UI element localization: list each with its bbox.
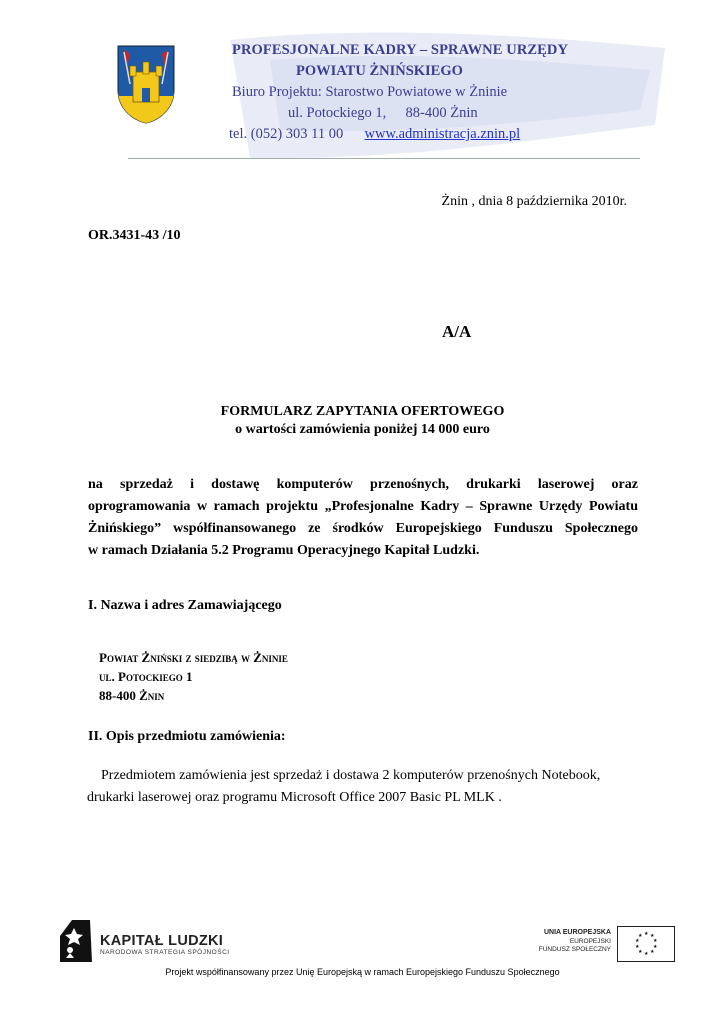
cofinance-statement: Projekt współfinansowany przez Unię Europejską w ramach Europejskiego Funduszu Społecznego [165,967,560,977]
header-office: Biuro Projektu: Starostwo Powiatowe w Żninie [232,84,508,100]
eu-line-1: UNIA EUROPEJSKA [543,929,611,936]
header-address-city: 88-400 Żnin [405,105,478,121]
eu-line-2: EUROPEJSKI [569,938,611,945]
svg-text:★: ★ [644,951,649,957]
form-subtitle: o wartości zamówienia poniżej 14 000 euro [235,422,490,437]
header-contact [229,126,520,143]
header-title-line2: POWIATU ŻNIŃSKIEGO [296,63,463,79]
intro-line-2: oprogramowania w ramach projektu „Profesjonalne Kadry – Sprawne Urzędy Powiatu [88,499,638,514]
svg-text:★: ★ [650,949,655,955]
header-title-line1: PROFESJONALNE KADRY – SPRAWNE URZĘDY [232,42,569,58]
kapital-ludzki-logo-icon [56,918,96,964]
eu-flag-icon [617,926,675,962]
svg-text:★: ★ [653,944,658,950]
eu-stars-icon [618,927,674,961]
intro-paragraph [88,474,638,562]
svg-text:★: ★ [635,944,640,950]
svg-text:★: ★ [635,938,640,944]
svg-text:★: ★ [653,938,658,944]
description-line-2: drukarki laserowej oraz programu Microsoft Office 2007 Basic PL MLK . [87,790,502,805]
eu-line-3: FUNDUSZ SPOŁECZNY [538,946,611,953]
copy-mark: A/A [442,322,472,341]
order-description [87,765,661,809]
intro-line-4: w ramach Działania 5.2 Programu Operacyjnego Kapitał Ludzki. [88,543,480,558]
form-title: FORMULARZ ZAPYTANIA OFERTOWEGO [220,404,505,419]
address-line-3: 88-400 Żnin [99,688,165,703]
address-line-1: Powiat Żniński z siedzibą w Żninie [99,650,288,665]
document-reference: OR.3431-43 /10 [88,228,181,243]
address-line-2: ul. Potockiego 1 [99,669,193,684]
header-divider [128,158,640,159]
document-date: Żnin , dnia 8 października 2010r. [441,194,627,209]
intro-line-1: na sprzedaż i dostawę komputerów przenośnych, drukarki laserowej oraz [88,477,638,492]
kapital-ludzki-title: KAPITAŁ LUDZKI [100,933,224,949]
section1-heading: I. Nazwa i adres Zamawiającego [88,598,282,613]
svg-text:★: ★ [638,949,643,955]
website-link[interactable]: www.administracja.znin.pl [364,126,521,142]
kapital-ludzki-subtitle: NARODOWA STRATEGIA SPÓJNOŚCI [100,949,230,956]
header-address-street: ul. Potockiego 1, [288,105,387,121]
description-line-1: Przedmiotem zamówienia jest sprzedaż i dostawa 2 komputerów przenośnych Notebook, [101,768,601,783]
svg-text:★: ★ [644,931,649,937]
header-address [288,105,478,122]
section2-heading: II. Opis przedmiotu zamówienia: [88,729,286,744]
intro-line-3: Żnińskiego” współfinansowanego ze środków Europejskiego Funduszu Społecznego [88,521,638,536]
svg-text:★: ★ [638,933,643,939]
svg-text:★: ★ [650,933,655,939]
coat-of-arms-icon [116,44,176,124]
header-phone: tel. (052) 303 11 00 [229,126,344,142]
